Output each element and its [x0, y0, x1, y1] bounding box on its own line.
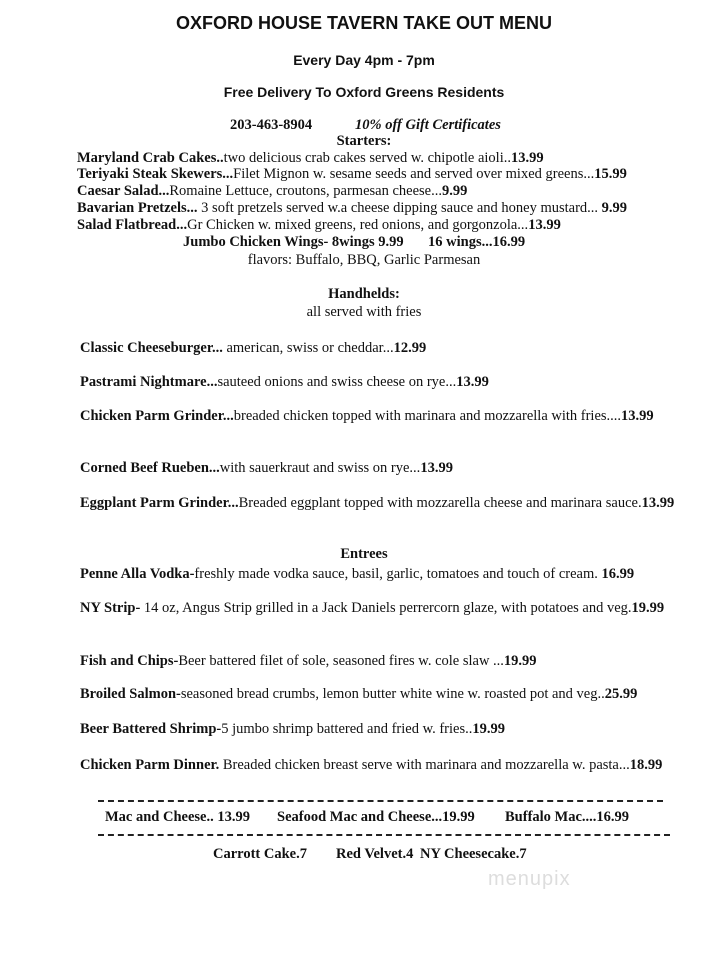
wings-8: Jumbo Chicken Wings- 8wings 9.99: [183, 234, 404, 250]
handhelds-heading: Handhelds:: [328, 286, 400, 302]
menu-item: [80, 459, 700, 477]
menu-title: OXFORD HOUSE TAVERN TAKE OUT MENU: [175, 13, 552, 33]
menu-item-price: 25.99: [604, 686, 638, 702]
menu-item: [80, 373, 700, 391]
menu-item-price: 9.99: [601, 200, 628, 216]
menu-item: [77, 166, 627, 183]
menu-item-price: 19.99: [631, 600, 665, 616]
menu-item-desc: seasoned bread crumbs, lemon butter white wine w. roasted pot and veg..: [180, 686, 605, 702]
menu-item-desc: with sauerkraut and swiss on rye...: [219, 460, 421, 476]
menu-item: [80, 339, 700, 357]
mac-item: Buffalo Mac....16.99: [505, 809, 630, 825]
menu-item-name: Broiled Salmon-: [80, 686, 181, 702]
menu-item-name: Maryland Crab Cakes..: [77, 150, 224, 166]
menu-item-price: 12.99: [393, 340, 427, 356]
delivery-note: Free Delivery To Oxford Greens Residents: [223, 84, 505, 100]
menu-item-desc: Filet Mignon w. sesame seeds and served over mixed greens...: [233, 166, 595, 182]
menu-item-name: Teriyaki Steak Skewers...: [77, 166, 234, 182]
menu-item-name: Chicken Parm Dinner.: [80, 757, 220, 773]
menu-item: [80, 407, 700, 425]
hours: Every Day 4pm - 7pm: [293, 52, 435, 68]
phone: 203-463-8904: [230, 117, 313, 133]
menu-item: [80, 565, 700, 583]
menu-item-name: Beer Battered Shrimp-: [80, 721, 222, 737]
menu-item-name: NY Strip-: [80, 600, 141, 616]
menu-item-name: Fish and Chips-: [80, 653, 179, 669]
menu-item-desc: 14 oz, Angus Strip grilled in a Jack Daniels perrercorn glaze, with potatoes and veg.: [140, 600, 632, 616]
dessert-item: Carrott Cake.7: [213, 846, 307, 862]
menu-item-desc: Gr Chicken w. mixed greens, red onions, and gorgonzola...: [187, 217, 529, 233]
menu-item-price: 13.99: [528, 217, 561, 233]
entrees-heading: Entrees: [340, 546, 388, 562]
menu-item-desc: freshly made vodka sauce, basil, garlic, tomatoes and touch of cream.: [194, 566, 602, 582]
menu-item: [80, 652, 700, 670]
menu-item: [80, 494, 700, 512]
menu-item-price: 13.99: [420, 460, 453, 476]
menu-item-desc: Breaded chicken breast serve with marinara and mozzarella w. pasta...: [219, 757, 630, 773]
menu-item-desc: 3 soft pretzels served w.a cheese dipping sauce and honey mustard...: [197, 200, 602, 216]
menu-item-price: 15.99: [594, 166, 627, 182]
menu-item-price: 19.99: [472, 721, 505, 737]
menu-item-name: Salad Flatbread...: [77, 217, 188, 233]
menu-item-price: 13.99: [641, 495, 675, 511]
menu-item-desc: 5 jumbo shrimp battered and fried w. fries..: [221, 721, 473, 737]
menu-item: [80, 756, 700, 774]
menu-item-price: 13.99: [510, 150, 544, 166]
dessert-item: NY Cheesecake.7: [420, 846, 527, 862]
menu-item: [80, 599, 700, 617]
menu-item-price: 13.99: [621, 408, 654, 424]
divider: [98, 800, 663, 802]
menu-item-desc: two delicious crab cakes served w. chipotle aioli..: [223, 150, 511, 166]
divider: [98, 834, 670, 836]
menu-item-name: Corned Beef Rueben...: [80, 460, 220, 476]
menu-item-name: Bavarian Pretzels...: [77, 200, 198, 216]
menu-item-name: Caesar Salad...: [77, 183, 170, 199]
menu-item: [80, 685, 700, 703]
mac-item: Mac and Cheese.. 13.99: [105, 809, 250, 825]
menu-item-price: 13.99: [456, 374, 489, 390]
handhelds-sub: all served with fries: [306, 304, 422, 320]
menu-item-desc: breaded chicken topped with marinara and mozzarella with fries....: [233, 408, 622, 424]
mac-item: Seafood Mac and Cheese...19.99: [277, 809, 475, 825]
menu-item: [77, 217, 561, 234]
menu-item-desc: american, swiss or cheddar...: [222, 340, 394, 356]
menu-item-name: Chicken Parm Grinder...: [80, 408, 234, 424]
menu-item-name: Penne Alla Vodka-: [80, 566, 195, 582]
menu-item-price: 16.99: [601, 566, 635, 582]
wings-16: 16 wings...16.99: [428, 234, 526, 250]
menu-item-desc: Breaded eggplant topped with mozzarella cheese and marinara sauce.: [238, 495, 642, 511]
watermark-logo: menupix: [488, 868, 571, 890]
gift-promo: 10% off Gift Certificates: [355, 117, 501, 133]
menu-item-price: 9.99: [441, 183, 468, 199]
menu-item: [77, 200, 627, 217]
menu-item-name: Pastrami Nightmare...: [80, 374, 218, 390]
menu-item-price: 19.99: [503, 653, 537, 669]
starters-heading: Starters:: [336, 133, 392, 149]
menu-item: [77, 150, 544, 167]
menu-item-price: 18.99: [629, 757, 663, 773]
menu-item: [80, 720, 700, 738]
wing-flavors: flavors: Buffalo, BBQ, Garlic Parmesan: [247, 252, 481, 268]
menu-item-name: Eggplant Parm Grinder...: [80, 495, 239, 511]
menu-item-desc: Beer battered filet of sole, seasoned fires w. cole slaw ...: [178, 653, 504, 669]
menu-item: [77, 183, 467, 200]
menu-item-desc: sauteed onions and swiss cheese on rye...: [217, 374, 457, 390]
dessert-item: Red Velvet.4: [336, 846, 414, 862]
menu-item-name: Classic Cheeseburger...: [80, 340, 223, 356]
menu-item-desc: Romaine Lettuce, croutons, parmesan cheese...: [169, 183, 442, 199]
